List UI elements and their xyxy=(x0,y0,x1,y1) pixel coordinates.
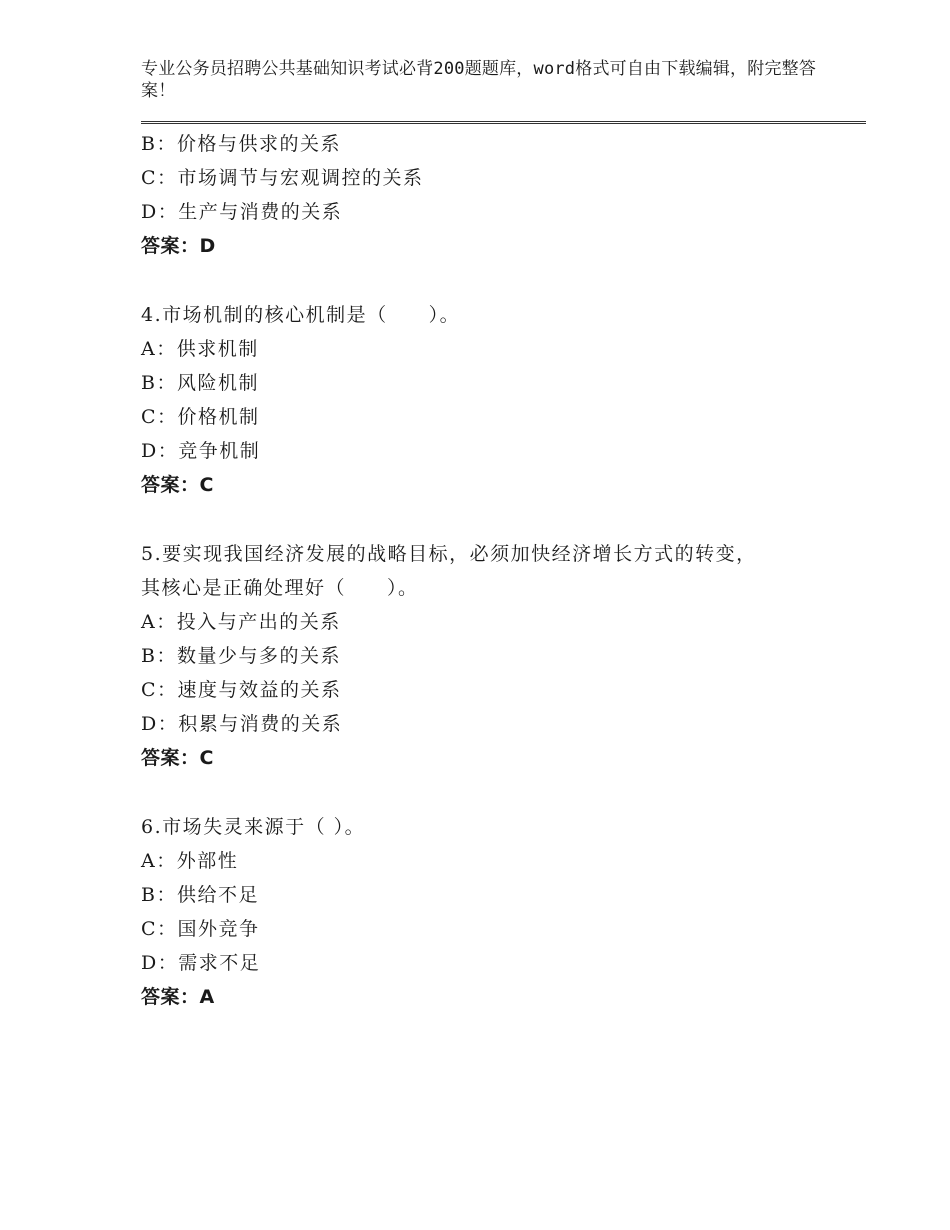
question-stem: 5.要实现我国经济发展的战略目标，必须加快经济增长方式的转变， xyxy=(141,543,757,565)
answer-line: 答案：D xyxy=(141,235,216,257)
header-divider xyxy=(141,121,866,124)
question-stem: 6.市场失灵来源于（ ）。 xyxy=(141,816,366,838)
answer-line: 答案：C xyxy=(141,474,214,496)
spacer xyxy=(141,502,841,537)
option-a: A：供求机制 xyxy=(141,338,259,360)
option-a: A：投入与产出的关系 xyxy=(141,611,341,633)
answer-line: 答案：A xyxy=(141,986,215,1008)
option-a: A：外部性 xyxy=(141,850,239,872)
option-d: D：需求不足 xyxy=(141,952,261,974)
option-c: C：速度与效益的关系 xyxy=(141,679,342,701)
spacer xyxy=(141,263,841,298)
question-5 xyxy=(141,537,841,775)
option-c: C：国外竞争 xyxy=(141,918,260,940)
spacer xyxy=(141,775,841,810)
answer-line: 答案：C xyxy=(141,747,214,769)
question-stem-continued: 其核心是正确处理好（ ）。 xyxy=(141,577,419,599)
question-6 xyxy=(141,810,841,1014)
option-b: B：供给不足 xyxy=(141,884,259,906)
option-d: D：生产与消费的关系 xyxy=(141,201,343,223)
option-d: D：积累与消费的关系 xyxy=(141,713,343,735)
question-stem: 4.市场机制的核心机制是（ ）。 xyxy=(141,304,461,326)
question-4 xyxy=(141,298,841,502)
option-d: D：竞争机制 xyxy=(141,440,261,462)
option-c: C：价格机制 xyxy=(141,406,260,428)
question-content xyxy=(141,127,841,1014)
partial-question xyxy=(141,127,841,263)
page-header: 专业公务员招聘公共基础知识考试必背200题题库，word格式可自由下载编辑，附完整答案！ xyxy=(141,59,817,101)
option-b: B：风险机制 xyxy=(141,372,259,394)
option-b: B：数量少与多的关系 xyxy=(141,645,341,667)
option-c: C：市场调节与宏观调控的关系 xyxy=(141,167,424,189)
option-b: B：价格与供求的关系 xyxy=(141,133,341,155)
